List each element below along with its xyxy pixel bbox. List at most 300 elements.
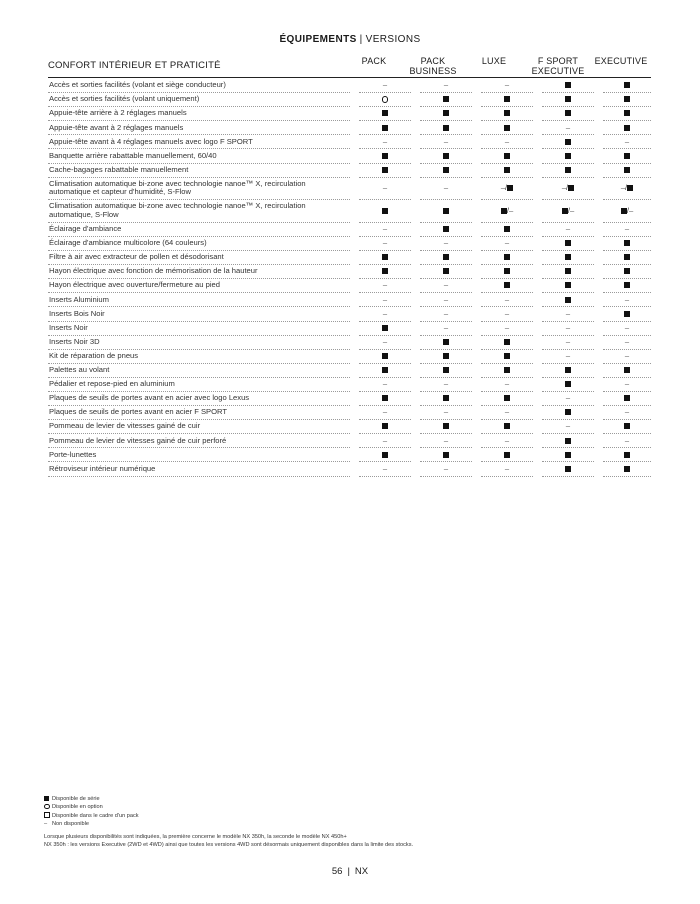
available-standard-icon [504, 353, 510, 359]
column-gap [472, 236, 481, 250]
column-gap [350, 177, 359, 200]
column-gap [350, 448, 359, 462]
page-footer [0, 866, 700, 877]
not-available-mark: – [443, 238, 449, 248]
column-gap [594, 121, 603, 135]
availability-cell [542, 293, 594, 307]
availability-cell [420, 293, 472, 307]
available-standard-icon [443, 452, 449, 458]
availability-cell [359, 163, 411, 177]
column-gap [533, 177, 542, 200]
not-available-mark: – [382, 435, 388, 445]
availability-cell [420, 149, 472, 163]
availability-cell [603, 377, 651, 391]
available-standard-icon [443, 96, 449, 102]
column-gap [594, 335, 603, 349]
availability-cell [542, 163, 594, 177]
available-standard-icon [624, 167, 630, 173]
column-gap [533, 377, 542, 391]
column-gap [594, 363, 603, 377]
availability-cell [359, 222, 411, 236]
column-gap [411, 391, 420, 405]
available-standard-icon [565, 240, 571, 246]
slash-separator: / [625, 183, 628, 193]
column-gap [472, 107, 481, 121]
column-gap [594, 265, 603, 279]
availability-cell [359, 177, 411, 200]
column-gap [411, 236, 420, 250]
column-gap [472, 163, 481, 177]
slash-separator: / [505, 183, 508, 193]
column-gap [533, 251, 542, 265]
feature-label [48, 391, 350, 405]
not-available-mark: – [628, 205, 634, 215]
availability-cell [359, 251, 411, 265]
column-gap [594, 321, 603, 335]
not-available-mark: – [382, 379, 388, 389]
not-available-mark: – [504, 294, 510, 304]
availability-cell [359, 349, 411, 363]
availability-cell [420, 377, 472, 391]
column-gap [472, 177, 481, 200]
table-row [48, 79, 651, 93]
availability-cell [481, 279, 533, 293]
availability-cell [359, 434, 411, 448]
availability-cell [603, 462, 651, 476]
column-gap [472, 265, 481, 279]
feature-label [48, 251, 350, 265]
available-standard-icon [382, 153, 388, 159]
available-standard-icon [565, 167, 571, 173]
availability-cell [603, 335, 651, 349]
feature-label [48, 293, 350, 307]
availability-cell [481, 177, 533, 200]
availability-cell [420, 251, 472, 265]
feature-text: Kit de réparation de pneus [49, 350, 139, 360]
feature-text: Appuie-tête arrière à 2 réglages manuels [49, 108, 187, 118]
not-available-mark: – [443, 280, 449, 290]
feature-text: Appuie-tête avant à 4 réglages manuels avec logo F SPORT [49, 136, 253, 146]
availability-cell [603, 236, 651, 250]
availability-cell [603, 200, 651, 223]
column-gap [350, 349, 359, 363]
legend-text: Disponible de série [52, 796, 100, 803]
column-gap [350, 79, 359, 93]
available-standard-icon [443, 367, 449, 373]
column-gap [411, 321, 420, 335]
availability-cell [542, 434, 594, 448]
feature-text: Éclairage d'ambiance [49, 224, 122, 234]
table-row [48, 406, 651, 420]
not-available-mark: – [624, 379, 630, 389]
availability-cell [481, 391, 533, 405]
available-standard-icon [382, 110, 388, 116]
available-standard-icon [382, 325, 388, 331]
column-gap [594, 377, 603, 391]
available-standard-icon [382, 268, 388, 274]
column-gap [411, 163, 420, 177]
available-standard-icon [504, 339, 510, 345]
feature-text: Inserts Bois Noir [49, 308, 105, 318]
column-gap [533, 335, 542, 349]
not-available-mark: – [624, 224, 630, 234]
feature-text: Cache-bagages rabattable manuellement [49, 164, 189, 174]
not-available-mark: – [565, 350, 571, 360]
available-standard-icon [382, 208, 388, 214]
column-gap [472, 79, 481, 93]
column-gap [594, 293, 603, 307]
availability-cell [542, 200, 594, 223]
available-standard-icon [382, 353, 388, 359]
availability-cell [420, 135, 472, 149]
column-gap [350, 335, 359, 349]
column-gap [411, 200, 420, 223]
available-standard-icon [443, 268, 449, 274]
column-gap [411, 279, 420, 293]
availability-cell [542, 391, 594, 405]
table-row [48, 279, 651, 293]
availability-cell [481, 349, 533, 363]
available-standard-icon [624, 153, 630, 159]
feature-text: Plaques de seuils de portes avant en acier F SPORT [49, 407, 227, 417]
availability-cell [542, 265, 594, 279]
availability-cell [359, 93, 411, 107]
available-standard-icon [504, 110, 510, 116]
column-gap [350, 462, 359, 476]
available-standard-icon [443, 153, 449, 159]
not-available-mark: – [565, 308, 571, 318]
legend-row-standard [44, 796, 139, 804]
availability-cell [359, 420, 411, 434]
availability-cell [603, 79, 651, 93]
feature-label [48, 307, 350, 321]
feature-text: Hayon électrique avec ouverture/fermeture au pied [49, 280, 220, 290]
feature-label [48, 163, 350, 177]
header-title: ÉQUIPEMENTS [279, 34, 357, 45]
not-available-mark: – [443, 308, 449, 318]
column-gap [472, 279, 481, 293]
column-gap [594, 420, 603, 434]
column-gap [411, 293, 420, 307]
not-available-mark: – [624, 294, 630, 304]
footer-separator: | [347, 866, 350, 877]
table-row [48, 236, 651, 250]
availability-cell [359, 448, 411, 462]
feature-label [48, 121, 350, 135]
availability-cell [420, 434, 472, 448]
availability-cell [420, 321, 472, 335]
available-standard-icon [565, 297, 571, 303]
availability-cell [542, 121, 594, 135]
availability-cell [481, 93, 533, 107]
column-gap [472, 377, 481, 391]
column-gap [594, 434, 603, 448]
table-row [48, 107, 651, 121]
footnotes [44, 833, 413, 849]
available-standard-icon [504, 367, 510, 373]
availability-cell [481, 335, 533, 349]
column-gap [350, 377, 359, 391]
column-gap [533, 448, 542, 462]
not-available-mark: – [382, 294, 388, 304]
slash-separator: / [567, 205, 570, 215]
feature-text: Pommeau de levier de vitesses gainé de cuir perforé [49, 435, 227, 445]
column-gap [411, 363, 420, 377]
column-gap [472, 349, 481, 363]
column-gap [472, 121, 481, 135]
column-gap [350, 236, 359, 250]
availability-cell [542, 406, 594, 420]
column-gap [533, 434, 542, 448]
available-standard-icon [624, 452, 630, 458]
not-available-mark: – [443, 407, 449, 417]
availability-cell [603, 321, 651, 335]
availability-cell [481, 222, 533, 236]
available-standard-icon [504, 268, 510, 274]
table-row [48, 93, 651, 107]
not-available-mark: – [382, 280, 388, 290]
feature-text: Plaques de seuils de portes avant en acier avec logo Lexus [49, 393, 250, 403]
legend [44, 796, 139, 828]
column-gap [411, 406, 420, 420]
availability-cell [542, 251, 594, 265]
column-gap [350, 391, 359, 405]
not-available-mark: – [504, 463, 510, 473]
available-standard-icon [382, 125, 388, 131]
feature-text: Banquette arrière rabattable manuellement, 60/40 [49, 150, 217, 160]
column-gap [411, 79, 420, 93]
feature-text-line2: automatique, S-Flow [49, 210, 119, 220]
column-header-line2: EXECUTIVE [531, 66, 585, 76]
not-available-mark: – [565, 393, 571, 403]
header-divider [48, 77, 651, 78]
feature-text: Appuie-tête avant à 2 réglages manuels [49, 122, 184, 132]
column-header-pack-business [402, 56, 464, 76]
not-available-mark: – [443, 80, 449, 90]
table-row [48, 349, 651, 363]
availability-cell [359, 363, 411, 377]
availability-cell [481, 434, 533, 448]
feature-text: Filtre à air avec extracteur de pollen et désodorisant [49, 252, 224, 262]
column-gap [350, 363, 359, 377]
column-gap [350, 93, 359, 107]
not-available-mark: – [443, 379, 449, 389]
available-standard-icon [565, 82, 571, 88]
column-gap [411, 149, 420, 163]
column-gap [350, 406, 359, 420]
available-standard-icon [624, 311, 630, 317]
availability-cell [420, 107, 472, 121]
availability-cell [481, 406, 533, 420]
table-row [48, 307, 651, 321]
feature-label [48, 200, 350, 223]
column-gap [472, 363, 481, 377]
available-standard-icon [624, 240, 630, 246]
feature-text: Palettes au volant [49, 365, 110, 375]
availability-cell [420, 265, 472, 279]
availability-cell [481, 79, 533, 93]
availability-cell [481, 420, 533, 434]
column-gap [472, 335, 481, 349]
not-available-mark: – [561, 183, 567, 193]
available-standard-icon [443, 339, 449, 345]
availability-cell [603, 149, 651, 163]
availability-cell [359, 391, 411, 405]
availability-cell [542, 135, 594, 149]
availability-cell [542, 149, 594, 163]
column-header-pack [343, 56, 405, 66]
column-gap [472, 222, 481, 236]
column-gap [411, 335, 420, 349]
availability-cell [481, 107, 533, 121]
not-available-mark: – [565, 322, 571, 332]
not-available-mark: – [382, 463, 388, 473]
column-gap [411, 222, 420, 236]
available-standard-icon [565, 438, 571, 444]
availability-cell [481, 377, 533, 391]
column-gap [533, 406, 542, 420]
column-gap [350, 321, 359, 335]
feature-label [48, 149, 350, 163]
availability-cell [481, 448, 533, 462]
column-gap [533, 279, 542, 293]
column-gap [350, 163, 359, 177]
availability-cell [542, 93, 594, 107]
column-gap [594, 135, 603, 149]
table-row [48, 121, 651, 135]
availability-cell [603, 434, 651, 448]
available-standard-icon [624, 125, 630, 131]
column-header-line2: LUXE [481, 56, 507, 66]
available-standard-icon [568, 185, 574, 191]
legend-row-none [44, 821, 139, 828]
available-standard-icon [624, 423, 630, 429]
not-available-mark: – [620, 183, 626, 193]
equipment-table [48, 79, 651, 477]
slash-separator: / [626, 205, 629, 215]
page-number: 56 [331, 866, 343, 877]
availability-cell [420, 200, 472, 223]
column-gap [350, 200, 359, 223]
table-row [48, 434, 651, 448]
availability-cell [420, 349, 472, 363]
column-gap [350, 420, 359, 434]
available-standard-icon [624, 268, 630, 274]
availability-cell [603, 293, 651, 307]
not-available-mark: – [382, 224, 388, 234]
availability-cell [420, 177, 472, 200]
available-standard-icon [565, 110, 571, 116]
column-header-line2: PACK [361, 56, 387, 66]
available-standard-icon [443, 110, 449, 116]
availability-cell [420, 335, 472, 349]
availability-cell [359, 321, 411, 335]
not-available-mark: – [382, 308, 388, 318]
header-subtitle: VERSIONS [365, 34, 421, 45]
column-gap [411, 135, 420, 149]
availability-cell [481, 200, 533, 223]
available-option-icon [382, 96, 389, 103]
feature-label [48, 236, 350, 250]
column-gap [594, 163, 603, 177]
footnote: Lorsque plusieurs disponibilités sont indiquées, la première concerne le modèle NX 350h, la seconde le modèle NX 450h+ [44, 834, 347, 840]
column-gap [594, 177, 603, 200]
availability-cell [481, 149, 533, 163]
available-standard-icon [624, 282, 630, 288]
availability-cell [603, 121, 651, 135]
feature-text: Hayon électrique avec fonction de mémorisation de la hauteur [49, 266, 258, 276]
available-standard-icon [504, 282, 510, 288]
available-standard-icon [382, 395, 388, 401]
available-standard-icon [443, 208, 449, 214]
available-standard-icon [443, 226, 449, 232]
availability-cell [603, 222, 651, 236]
feature-text-line2: automatique et capteur d'humidité, S-Flow [49, 187, 192, 197]
not-available-mark: – [443, 463, 449, 473]
open-square-icon [44, 812, 50, 818]
column-gap [533, 307, 542, 321]
available-standard-icon [624, 110, 630, 116]
not-available-mark: – [382, 183, 388, 193]
available-standard-icon [443, 395, 449, 401]
available-standard-icon [504, 395, 510, 401]
available-standard-icon [624, 466, 630, 472]
feature-text: Éclairage d'ambiance multicolore (64 couleurs) [49, 238, 207, 248]
not-available-mark: – [443, 136, 449, 146]
column-gap [350, 121, 359, 135]
table-row [48, 163, 651, 177]
availability-cell [359, 307, 411, 321]
availability-cell [542, 420, 594, 434]
availability-cell [420, 448, 472, 462]
column-gap [533, 462, 542, 476]
availability-cell [542, 279, 594, 293]
column-gap [533, 391, 542, 405]
column-gap [533, 121, 542, 135]
availability-cell [359, 107, 411, 121]
availability-cell [481, 121, 533, 135]
column-gap [472, 149, 481, 163]
not-available-mark: – [504, 407, 510, 417]
availability-cell [603, 363, 651, 377]
column-gap [594, 79, 603, 93]
not-available-mark: – [504, 322, 510, 332]
table-row [48, 222, 651, 236]
not-available-mark: – [382, 336, 388, 346]
column-gap [594, 251, 603, 265]
availability-cell [420, 462, 472, 476]
availability-cell [603, 307, 651, 321]
legend-text: Disponible en option [52, 804, 103, 811]
not-available-mark: – [443, 435, 449, 445]
column-gap [533, 265, 542, 279]
header-separator: | [359, 34, 363, 45]
column-gap [350, 434, 359, 448]
availability-cell [359, 121, 411, 135]
availability-cell [603, 107, 651, 121]
feature-text: Porte-lunettes [49, 449, 97, 459]
feature-text: Inserts Noir [49, 322, 88, 332]
slash-separator: / [566, 183, 569, 193]
not-available-mark: – [624, 336, 630, 346]
column-gap [594, 93, 603, 107]
available-standard-icon [504, 96, 510, 102]
feature-label [48, 448, 350, 462]
table-row [48, 462, 651, 476]
availability-cell [420, 307, 472, 321]
column-header-fsport-executive [527, 56, 589, 76]
availability-cell [359, 149, 411, 163]
